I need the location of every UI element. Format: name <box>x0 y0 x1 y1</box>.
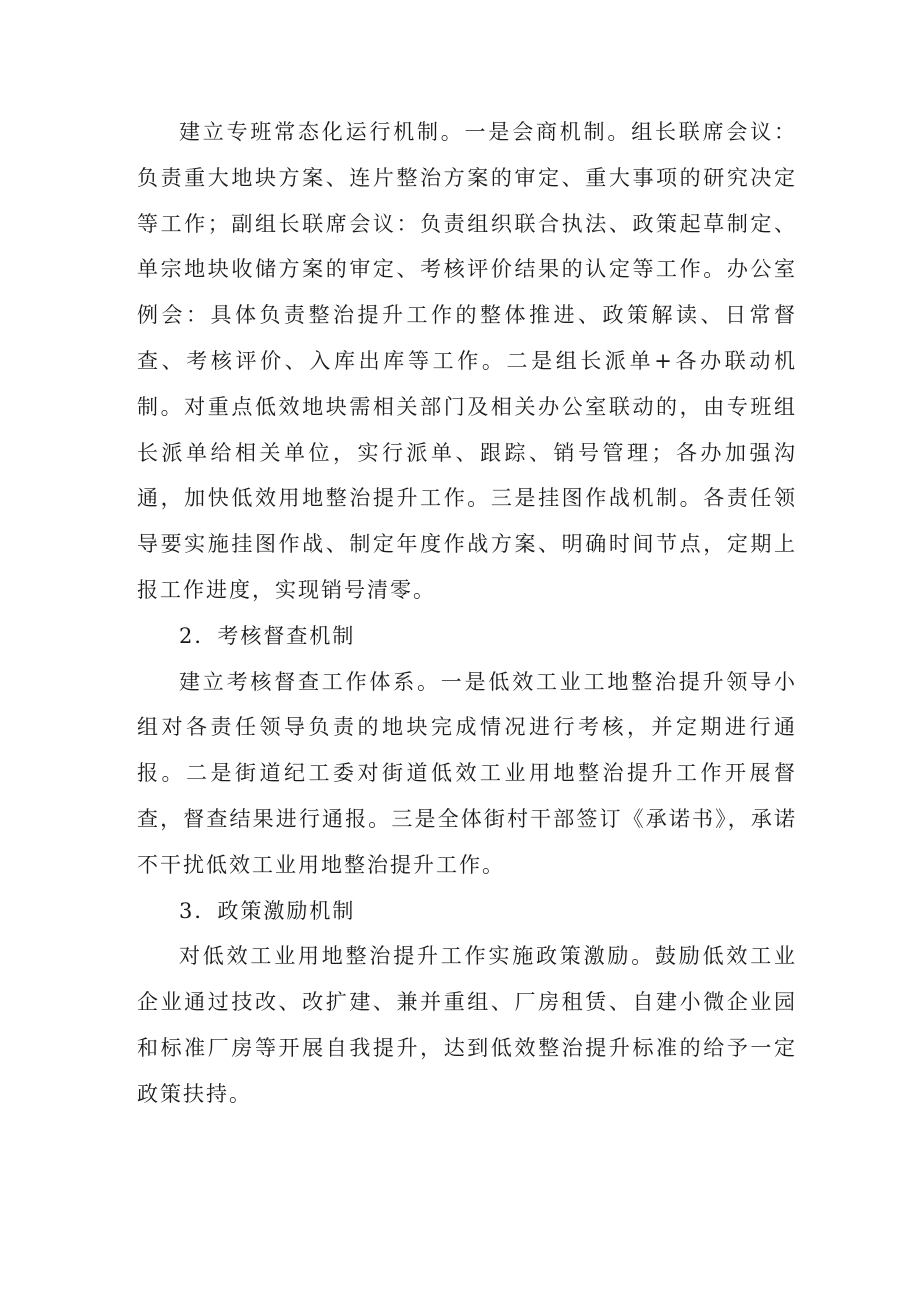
paragraph-assessment-system: 建立考核督查工作体系。一是低效工业工地整治提升领导小组对各责任领导负责的地块完成情况进行考核，并定期进行通报。二是街道纪工委对街道低效工业用地整治提升工作开展督查，督查结果进行通报。三是全体街村干部签订《承诺书》，承诺不干扰低效工业用地整治提升工作。 <box>137 669 797 877</box>
paragraph-policy-incentive: 对低效工业用地整治提升工作实施政策激励。鼓励低效工业企业通过技改、改扩建、兼并重组、厂房租赁、自建小微企业园和标准厂房等开展自我提升，达到低效整治提升标准的给予一定政策扶持。 <box>137 944 797 1106</box>
heading-policy-incentive: 3．政策激励机制 <box>179 898 356 923</box>
document-body <box>137 110 797 1118</box>
paragraph-operation-mechanism: 建立专班常态化运行机制。一是会商机制。组长联席会议：负责重大地块方案、连片整治方案的审定、重大事项的研究决定等工作；副组长联席会议：负责组织联合执法、政策起草制定、单宗地块收储方案的审定、考核评价结果的认定等工作。办公室例会：具体负责整治提升工作的整体推进、政策解读、日常督查、考核评价、入库出库等工作。二是组长派单+各办联动机制。对重点低效地块需相关部门及相关办公室联动的，由专班组长派单给相关单位，实行派单、跟踪、销号管理；各办加强沟通，加快低效用地整治提升工作。三是挂图作战机制。各责任领导要实施挂图作战、制定年度作战方案、明确时间节点，定期上报工作进度，实现销号清零。 <box>137 120 797 602</box>
heading-assessment-supervision: 2．考核督查机制 <box>179 623 356 648</box>
